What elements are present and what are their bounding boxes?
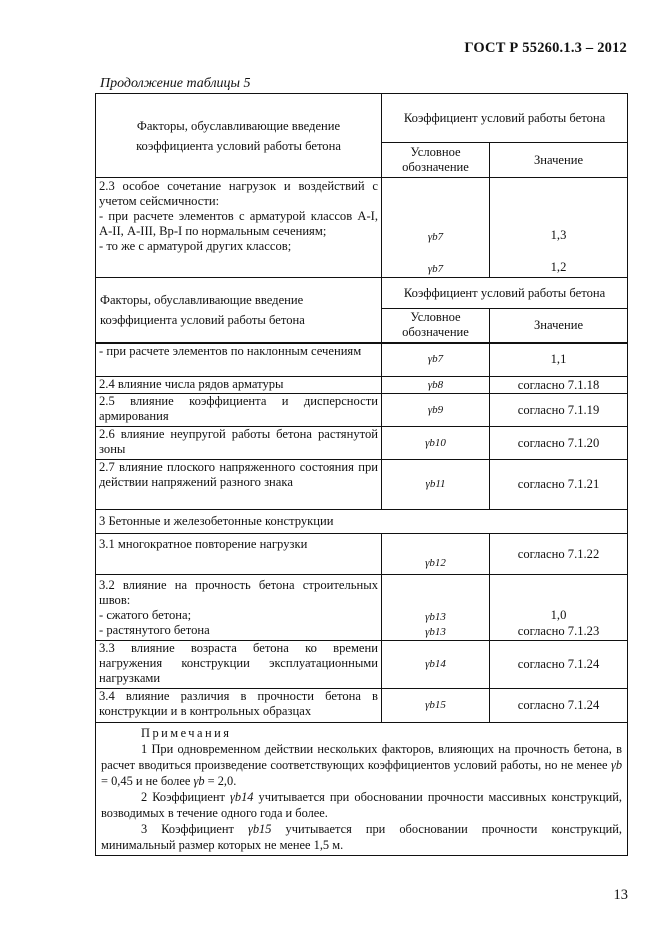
coef-value: 1,3 bbox=[550, 228, 567, 242]
table-row-3-4 bbox=[96, 689, 628, 723]
coef-header: Коэффициент условий работы бетона bbox=[382, 278, 628, 309]
factor-cell: 3.4 влияние различия в прочности бетона в конструкции и в контрольных образцах bbox=[96, 689, 382, 723]
table-row bbox=[96, 377, 628, 394]
symbol-cell: γb8 bbox=[382, 377, 490, 394]
table-row-3-2 bbox=[96, 575, 628, 641]
section-title: 3 Бетонные и железобетонные конструкции bbox=[96, 510, 628, 534]
symbol-cell: γb12 bbox=[382, 534, 490, 575]
value-cell: согласно 7.1.18 bbox=[490, 377, 628, 394]
factor-cell bbox=[96, 575, 382, 641]
gamma-symbol: γb15 bbox=[247, 822, 272, 836]
value-cell bbox=[490, 575, 628, 641]
symbol-header: Условное обозначение bbox=[382, 143, 490, 178]
note-2: 2 Коэффициент γb14 учитывается при обосновании прочности массивных конструкций, возводимых в течение одного года и более. bbox=[101, 790, 623, 820]
factor-cell: - при расчете элементов по наклонным сечениям bbox=[96, 343, 382, 377]
coef-value: 1,2 bbox=[550, 260, 567, 274]
header-row-1 bbox=[96, 94, 628, 143]
table-row-3-3 bbox=[96, 641, 628, 689]
table-row-3-1 bbox=[96, 534, 628, 575]
value-cell: согласно 7.1.20 bbox=[490, 427, 628, 460]
note-3: 3 Коэффициент γb15 учитывается при обосновании прочности конструкций, минимальный размер которых не менее 1,5 м. bbox=[101, 822, 622, 852]
gamma-symbol: γb14 bbox=[230, 790, 254, 804]
factor-cell: 2.4 влияние числа рядов арматуры bbox=[96, 377, 382, 394]
factor-cell: 3.3 влияние возраста бетона ко времени нагружения конструкции эксплуатационными нагрузками bbox=[96, 641, 382, 689]
symbol-cell: γb7 bbox=[382, 343, 490, 377]
page-number: 13 bbox=[613, 887, 628, 903]
value-cell: согласно 7.1.19 bbox=[490, 394, 628, 427]
value-cell: согласно 7.1.24 bbox=[490, 689, 628, 723]
symbol-cell bbox=[382, 575, 490, 641]
note-1: 1 При одновременном действии нескольких факторов, влияющих на прочность бетона, в расчет вводиться произведение соответствующих коэффициентов условий работы, но не менее γb = 0,45 и не более γb = 2,0. bbox=[101, 742, 623, 788]
symbol-header: Условное обозначение bbox=[382, 309, 490, 343]
symbol-cell: γb9 bbox=[382, 394, 490, 427]
value-header: Значение bbox=[490, 143, 628, 178]
table-row bbox=[96, 394, 628, 427]
table-row-2-3 bbox=[96, 178, 628, 278]
symbol-value: γb7 bbox=[427, 231, 444, 243]
symbol-cell bbox=[382, 178, 490, 278]
symbol-cell: γb15 bbox=[382, 689, 490, 723]
symbol-cell: γb10 bbox=[382, 427, 490, 460]
factor-cell: 3.1 многократное повторение нагрузки bbox=[96, 534, 382, 575]
header-row-2 bbox=[96, 278, 628, 309]
gamma-symbol: γb bbox=[610, 758, 623, 772]
factor-line: 3.2 влияние на прочность бетона строительных швов: bbox=[99, 578, 378, 607]
coefficients-table bbox=[95, 93, 628, 856]
factor-header: Факторы, обуславливающие введение коэффициента условий работы бетона bbox=[96, 94, 382, 178]
coef-header: Коэффициент условий работы бетона bbox=[382, 94, 628, 143]
factor-cell bbox=[96, 178, 382, 278]
notes-row bbox=[96, 723, 628, 856]
factor-line: - сжатого бетона; bbox=[99, 608, 192, 622]
coef-value: согласно 7.1.23 bbox=[517, 624, 600, 638]
factor-cell: 2.5 влияние коэффициента и дисперсности армирования bbox=[96, 394, 382, 427]
factor-header: Факторы, обуславливающие введение коэффициента условий работы бетона bbox=[96, 278, 382, 343]
factor-cell: 2.7 влияние плоского напряженного состояния при действии напряжений разного знака bbox=[96, 460, 382, 510]
symbol-cell: γb14 bbox=[382, 641, 490, 689]
symbol-value: γb7 bbox=[427, 263, 444, 275]
symbol-value: γb13 bbox=[425, 626, 446, 638]
value-cell: согласно 7.1.21 bbox=[490, 460, 628, 510]
section-row bbox=[96, 510, 628, 534]
table-row bbox=[96, 427, 628, 460]
factor-line: - то же с арматурой других классов; bbox=[99, 239, 292, 253]
factor-line: - растянутого бетона bbox=[99, 623, 210, 637]
notes-cell bbox=[96, 723, 628, 856]
table-row bbox=[96, 460, 628, 510]
factor-line: - при расчете элементов с арматурой классов А-I, А-II, А-III, Вр-I по нормальным сечениям; bbox=[99, 209, 378, 238]
value-cell: согласно 7.1.24 bbox=[490, 641, 628, 689]
gamma-symbol: γb bbox=[193, 774, 205, 788]
factor-cell: 2.6 влияние неупругой работы бетона растянутой зоны bbox=[96, 427, 382, 460]
standard-code: ГОСТ Р 55260.1.3 – 2012 bbox=[464, 40, 627, 56]
value-header: Значение bbox=[490, 309, 628, 343]
value-cell: 1,1 bbox=[490, 343, 628, 377]
value-cell bbox=[490, 178, 628, 278]
symbol-value: γb13 bbox=[425, 611, 446, 623]
table-caption: Продолжение таблицы 5 bbox=[100, 76, 251, 91]
notes-heading: Примечания bbox=[141, 726, 232, 740]
symbol-cell: γb11 bbox=[382, 460, 490, 510]
coef-value: 1,0 bbox=[550, 608, 567, 622]
table-row bbox=[96, 343, 628, 377]
value-cell: согласно 7.1.22 bbox=[490, 534, 628, 575]
factor-line: 2.3 особое сочетание нагрузок и воздействий с учетом сейсмичности: bbox=[99, 179, 378, 208]
